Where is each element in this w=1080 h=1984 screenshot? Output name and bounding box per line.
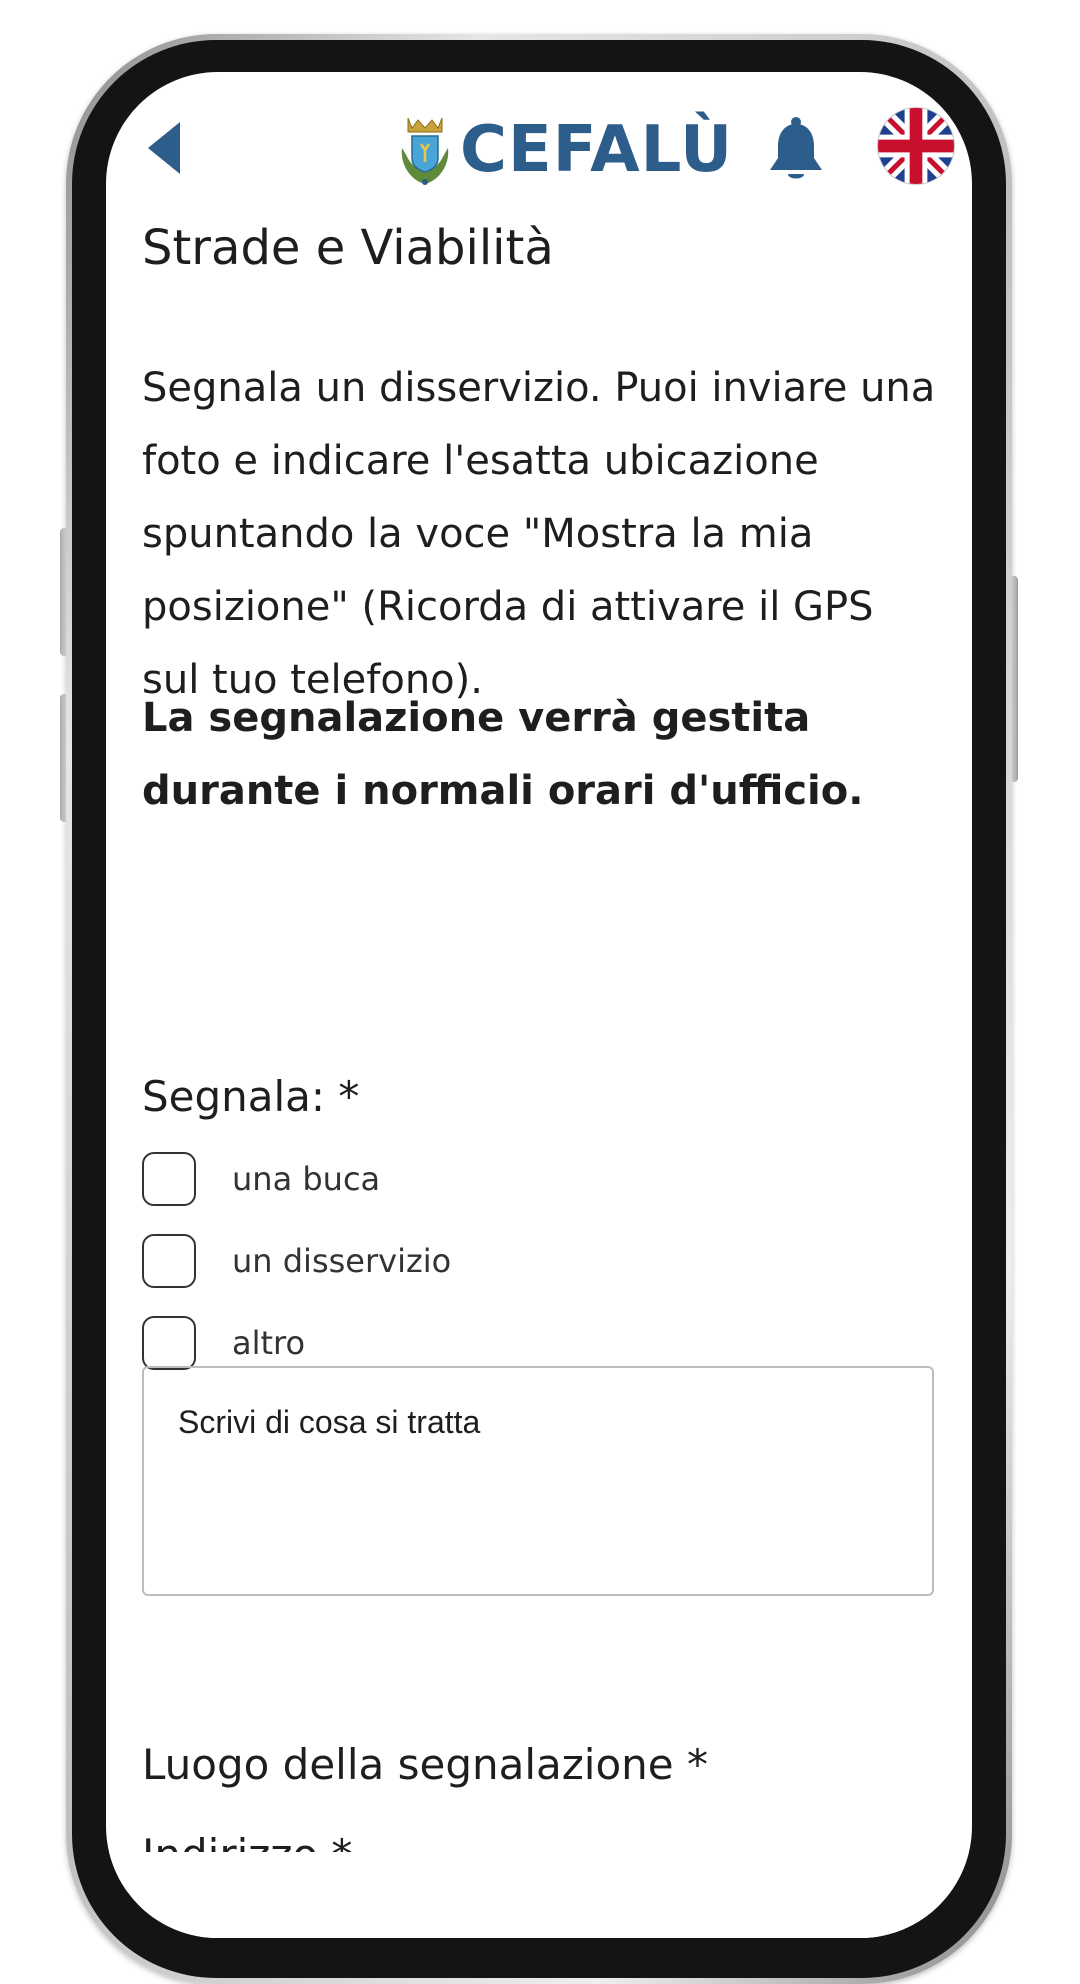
notifications-button[interactable] bbox=[766, 116, 826, 184]
screen-bottom-area bbox=[106, 1852, 972, 1938]
app-logo-text: CEFALÙ bbox=[460, 113, 734, 187]
checkbox[interactable] bbox=[142, 1234, 196, 1288]
page-title: Strade e Viabilità bbox=[142, 220, 554, 276]
bell-icon bbox=[766, 116, 826, 184]
intro-text: Segnala un disservizio. Puoi inviare una foto e indicare l'esatta ubicazione spuntando la voce "Mostra la mia posizione" (Ricorda di attivare il GPS sul tuo telefono). bbox=[142, 365, 936, 703]
app-logo bbox=[396, 112, 733, 188]
checkbox[interactable] bbox=[142, 1152, 196, 1206]
language-button[interactable] bbox=[878, 108, 954, 184]
option-altro[interactable] bbox=[142, 1316, 305, 1370]
option-un-disservizio[interactable] bbox=[142, 1234, 451, 1288]
place-label: Luogo della segnalazione * bbox=[142, 1740, 708, 1789]
chevron-left-icon bbox=[146, 120, 186, 176]
uk-flag-icon bbox=[878, 108, 954, 184]
description-placeholder: Scrivi di cosa si tratta bbox=[178, 1404, 481, 1440]
option-label: una buca bbox=[232, 1160, 381, 1198]
office-hours-notice: La segnalazione verrà gestita durante i normali orari d'ufficio. bbox=[142, 695, 864, 814]
checkbox[interactable] bbox=[142, 1316, 196, 1370]
app-screen bbox=[106, 72, 972, 1938]
back-button[interactable] bbox=[146, 120, 186, 176]
option-label: altro bbox=[232, 1324, 306, 1362]
municipal-crest-icon bbox=[396, 114, 454, 186]
description-textarea[interactable] bbox=[142, 1366, 934, 1596]
option-una-buca[interactable] bbox=[142, 1152, 380, 1206]
option-label: un disservizio bbox=[232, 1242, 452, 1280]
app-header bbox=[106, 72, 972, 222]
report-type-label: Segnala: * bbox=[142, 1072, 360, 1121]
